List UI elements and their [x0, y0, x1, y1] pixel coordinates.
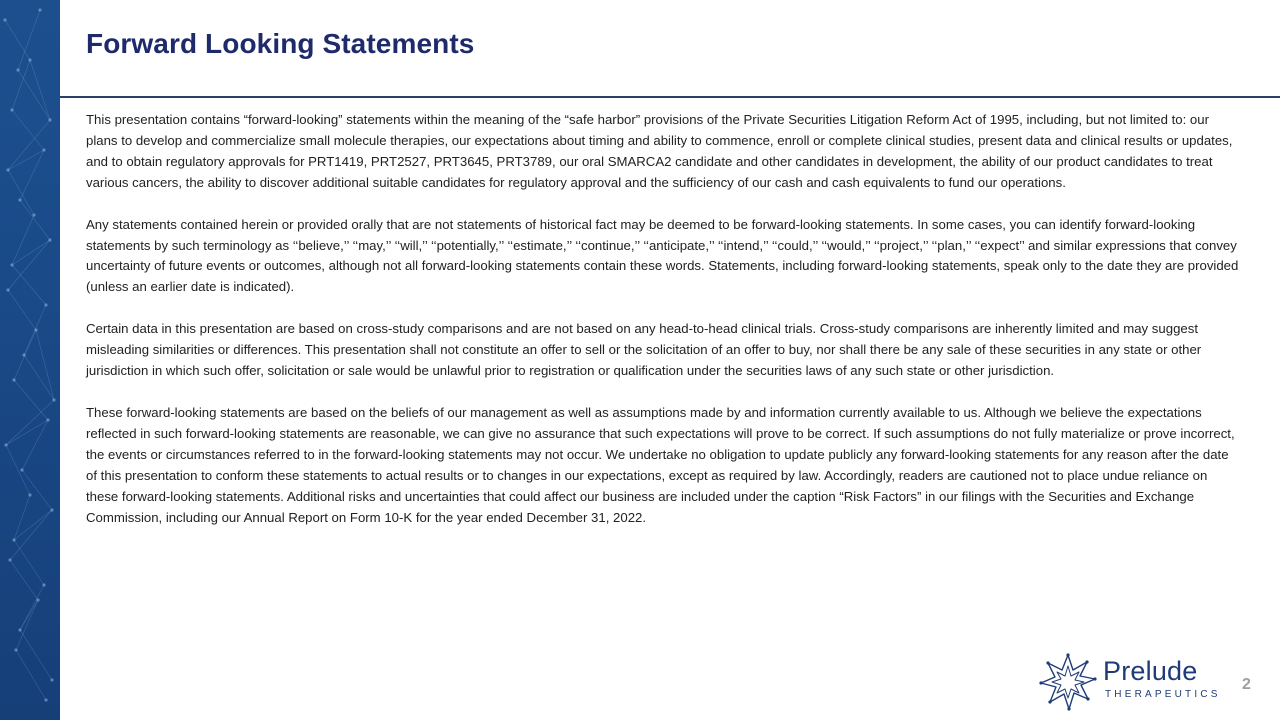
disclaimer-paragraph: Certain data in this presentation are based on cross-study comparisons and are not based on any head-to-head clinical trials. Cross-study comparisons are inherently limited and may suggest misleading similarities or differences. This presentation shall not constitute an offer to sell or the solicitation of an offer to buy, nor shall there be any sale of these securities in any state or other jurisdiction in which such offer, solicitation or sale would be unlawful prior to registration or qualification under the securities laws of any such state or other jurisdiction.	[86, 321, 1202, 379]
logo-subtitle: THERAPEUTICS	[1105, 689, 1221, 700]
disclaimer-paragraph: These forward-looking statements are based on the beliefs of our management as well as assumptions made by and information currently available to us. Although we believe the expectations reflected in such forward-looking statements are reasonable, we can give no assurance that such expectations will prove to be correct. If such assumptions do not fully materialize or prove incorrect, the events or circumstances referred to in the forward-looking statements may not occur. We undertake no obligation to update publicly any forward-looking statements for any reason after the date of this presentation to conform these statements to actual results or to changes in our expectations, except as required by law. Accordingly, readers are cautioned not to place undue reliance on these forward-looking statements. Additional risks and uncertainties that could affect our business are included under the caption “Risk Factors” in our filings with the Securities and Exchange Commission, including our Annual Report on Form 10-K for the year ended December 31, 2022.	[86, 404, 1235, 525]
page-title: Forward Looking Statements	[86, 28, 475, 59]
title-divider	[60, 96, 1280, 98]
network-pattern-icon	[0, 0, 60, 720]
decorative-side-band	[0, 0, 60, 720]
company-logo	[1038, 652, 1221, 712]
disclaimer-body	[86, 110, 1242, 549]
page-number: 2	[1242, 676, 1251, 693]
logo-name: Prelude	[1103, 656, 1198, 686]
disclaimer-paragraph: This presentation contains “forward-looking” statements within the meaning of the “safe harbor” provisions of the Private Securities Litigation Reform Act of 1995, including, but not limited to: our plans to develop and commercialize small molecule therapies, our expectations about timing and ability to commence, enroll or complete clinical studies, present data and clinical results or updates, and to obtain regulatory approvals for PRT1419, PRT2527, PRT3645, PRT3789, our oral SMARCA2 candidate and other candidates in development, the ability of our product candidates to treat various cancers, the ability to discover additional suitable candidates for regulatory approval and the sufficiency of our cash and cash equivalents to fund our operations.	[86, 112, 1233, 190]
prelude-star-mark-icon	[1038, 652, 1098, 712]
disclaimer-paragraph: Any statements contained herein or provided orally that are not statements of historical fact may be deemed to be forward-looking statements. In some cases, you can identify forward-looking statements by such terminology as ‘‘believe,’’ ‘‘may,’’ ‘‘will,’’ ‘‘potentially,’’ ‘‘estimate,’’ ‘‘continue,’’ ‘‘anticipate,’’ ‘‘intend,’’ ‘‘could,’’ ‘‘would,’’ ‘‘project,’’ ‘‘plan,’’ ‘‘expect’’ and similar expressions that convey uncertainty of future events or outcomes, although not all forward-looking statements contain these words. Statements, including forward-looking statements, speak only to the date they are provided (unless an earlier date is indicated).	[86, 216, 1239, 295]
